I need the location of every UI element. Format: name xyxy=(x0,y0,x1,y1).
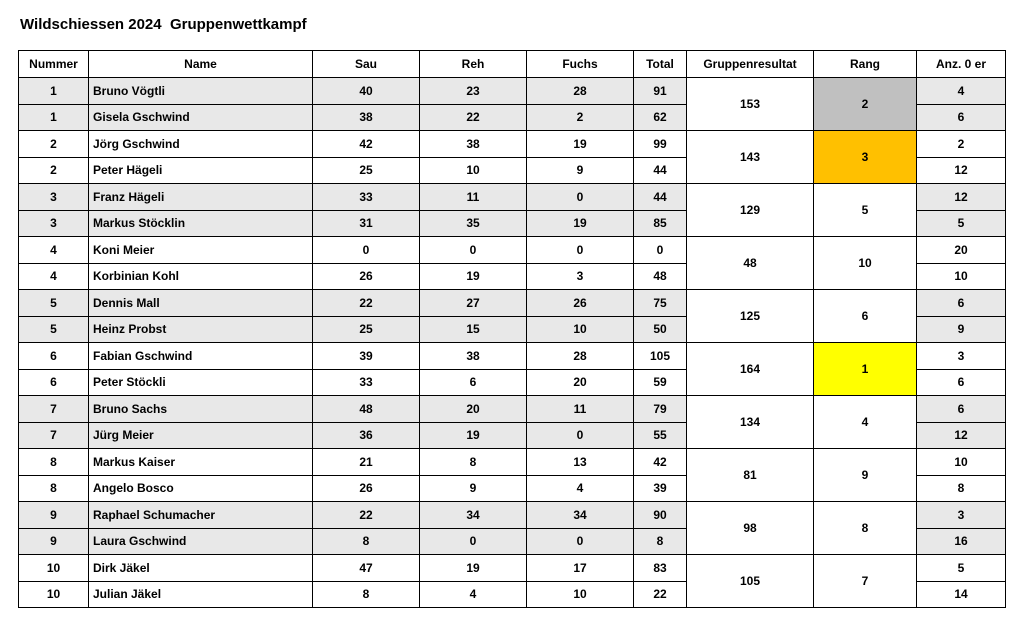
cell-anz0er: 12 xyxy=(917,157,1006,184)
cell-fuchs: 0 xyxy=(527,237,634,264)
cell-anz0er: 6 xyxy=(917,369,1006,396)
cell-reh: 38 xyxy=(420,131,527,158)
table-row xyxy=(19,131,1006,158)
cell-rang: 3 xyxy=(814,131,917,184)
cell-sau: 26 xyxy=(313,263,420,290)
cell-fuchs: 10 xyxy=(527,316,634,343)
cell-rang: 9 xyxy=(814,449,917,502)
cell-sau: 22 xyxy=(313,502,420,529)
cell-total: 44 xyxy=(634,157,687,184)
cell-anz0er: 12 xyxy=(917,184,1006,211)
cell-anz0er: 12 xyxy=(917,422,1006,449)
cell-name: Heinz Probst xyxy=(89,316,313,343)
cell-fuchs: 20 xyxy=(527,369,634,396)
cell-anz0er: 3 xyxy=(917,502,1006,529)
table-row xyxy=(19,449,1006,476)
cell-name: Raphael Schumacher xyxy=(89,502,313,529)
cell-fuchs: 3 xyxy=(527,263,634,290)
header-nummer: Nummer xyxy=(19,51,89,78)
cell-total: 85 xyxy=(634,210,687,237)
cell-name: Jörg Gschwind xyxy=(89,131,313,158)
cell-total: 0 xyxy=(634,237,687,264)
cell-gruppenresultat: 125 xyxy=(687,290,814,343)
cell-name: Bruno Vögtli xyxy=(89,78,313,105)
results-body xyxy=(19,78,1006,608)
cell-gruppenresultat: 153 xyxy=(687,78,814,131)
cell-anz0er: 3 xyxy=(917,343,1006,370)
cell-anz0er: 6 xyxy=(917,104,1006,131)
cell-reh: 9 xyxy=(420,475,527,502)
cell-nummer: 10 xyxy=(19,581,89,608)
cell-nummer: 2 xyxy=(19,157,89,184)
cell-sau: 33 xyxy=(313,184,420,211)
cell-sau: 42 xyxy=(313,131,420,158)
cell-sau: 25 xyxy=(313,157,420,184)
cell-nummer: 8 xyxy=(19,449,89,476)
cell-total: 83 xyxy=(634,555,687,582)
results-table xyxy=(18,50,1006,608)
cell-gruppenresultat: 98 xyxy=(687,502,814,555)
cell-nummer: 2 xyxy=(19,131,89,158)
cell-fuchs: 28 xyxy=(527,78,634,105)
cell-fuchs: 19 xyxy=(527,210,634,237)
table-row xyxy=(19,237,1006,264)
cell-rang: 1 xyxy=(814,343,917,396)
cell-reh: 0 xyxy=(420,237,527,264)
cell-fuchs: 0 xyxy=(527,184,634,211)
cell-name: Bruno Sachs xyxy=(89,396,313,423)
cell-reh: 10 xyxy=(420,157,527,184)
cell-sau: 0 xyxy=(313,237,420,264)
cell-fuchs: 4 xyxy=(527,475,634,502)
cell-nummer: 9 xyxy=(19,528,89,555)
cell-sau: 21 xyxy=(313,449,420,476)
header-reh: Reh xyxy=(420,51,527,78)
cell-sau: 36 xyxy=(313,422,420,449)
cell-fuchs: 0 xyxy=(527,422,634,449)
cell-sau: 26 xyxy=(313,475,420,502)
cell-sau: 38 xyxy=(313,104,420,131)
cell-anz0er: 9 xyxy=(917,316,1006,343)
cell-nummer: 7 xyxy=(19,422,89,449)
cell-gruppenresultat: 164 xyxy=(687,343,814,396)
cell-reh: 22 xyxy=(420,104,527,131)
cell-reh: 4 xyxy=(420,581,527,608)
cell-sau: 8 xyxy=(313,581,420,608)
cell-reh: 11 xyxy=(420,184,527,211)
cell-rang: 7 xyxy=(814,555,917,608)
cell-anz0er: 5 xyxy=(917,210,1006,237)
cell-rang: 6 xyxy=(814,290,917,343)
cell-sau: 48 xyxy=(313,396,420,423)
cell-rang: 4 xyxy=(814,396,917,449)
cell-anz0er: 6 xyxy=(917,396,1006,423)
cell-nummer: 1 xyxy=(19,78,89,105)
cell-total: 8 xyxy=(634,528,687,555)
cell-nummer: 1 xyxy=(19,104,89,131)
cell-reh: 6 xyxy=(420,369,527,396)
cell-rang: 2 xyxy=(814,78,917,131)
cell-reh: 19 xyxy=(420,422,527,449)
cell-nummer: 6 xyxy=(19,369,89,396)
header-total: Total xyxy=(634,51,687,78)
cell-gruppenresultat: 134 xyxy=(687,396,814,449)
cell-sau: 25 xyxy=(313,316,420,343)
table-row xyxy=(19,78,1006,105)
cell-reh: 35 xyxy=(420,210,527,237)
table-row xyxy=(19,396,1006,423)
cell-name: Korbinian Kohl xyxy=(89,263,313,290)
cell-gruppenresultat: 105 xyxy=(687,555,814,608)
cell-name: Franz Hägeli xyxy=(89,184,313,211)
cell-fuchs: 2 xyxy=(527,104,634,131)
cell-gruppenresultat: 129 xyxy=(687,184,814,237)
cell-anz0er: 10 xyxy=(917,263,1006,290)
cell-total: 50 xyxy=(634,316,687,343)
table-row xyxy=(19,184,1006,211)
cell-sau: 47 xyxy=(313,555,420,582)
document-title: Wildschiessen 2024 Gruppenwettkampf xyxy=(20,16,307,33)
cell-total: 59 xyxy=(634,369,687,396)
cell-name: Laura Gschwind xyxy=(89,528,313,555)
cell-anz0er: 10 xyxy=(917,449,1006,476)
cell-gruppenresultat: 143 xyxy=(687,131,814,184)
cell-total: 39 xyxy=(634,475,687,502)
cell-name: Gisela Gschwind xyxy=(89,104,313,131)
cell-name: Jürg Meier xyxy=(89,422,313,449)
cell-reh: 23 xyxy=(420,78,527,105)
cell-fuchs: 26 xyxy=(527,290,634,317)
cell-name: Peter Hägeli xyxy=(89,157,313,184)
header-gruppenresultat: Gruppenresultat xyxy=(687,51,814,78)
cell-anz0er: 20 xyxy=(917,237,1006,264)
cell-total: 105 xyxy=(634,343,687,370)
table-row xyxy=(19,555,1006,582)
cell-total: 75 xyxy=(634,290,687,317)
cell-fuchs: 9 xyxy=(527,157,634,184)
cell-reh: 19 xyxy=(420,263,527,290)
header-fuchs: Fuchs xyxy=(527,51,634,78)
cell-reh: 19 xyxy=(420,555,527,582)
cell-nummer: 6 xyxy=(19,343,89,370)
cell-anz0er: 16 xyxy=(917,528,1006,555)
cell-gruppenresultat: 81 xyxy=(687,449,814,502)
header-sau: Sau xyxy=(313,51,420,78)
cell-nummer: 9 xyxy=(19,502,89,529)
cell-anz0er: 14 xyxy=(917,581,1006,608)
cell-nummer: 8 xyxy=(19,475,89,502)
cell-total: 22 xyxy=(634,581,687,608)
header-row xyxy=(19,51,1006,78)
cell-sau: 31 xyxy=(313,210,420,237)
cell-fuchs: 19 xyxy=(527,131,634,158)
cell-nummer: 4 xyxy=(19,237,89,264)
cell-nummer: 5 xyxy=(19,316,89,343)
cell-total: 99 xyxy=(634,131,687,158)
cell-name: Fabian Gschwind xyxy=(89,343,313,370)
cell-anz0er: 2 xyxy=(917,131,1006,158)
cell-nummer: 3 xyxy=(19,184,89,211)
cell-reh: 38 xyxy=(420,343,527,370)
cell-fuchs: 11 xyxy=(527,396,634,423)
cell-reh: 0 xyxy=(420,528,527,555)
cell-sau: 8 xyxy=(313,528,420,555)
cell-nummer: 3 xyxy=(19,210,89,237)
cell-anz0er: 5 xyxy=(917,555,1006,582)
cell-reh: 8 xyxy=(420,449,527,476)
cell-name: Angelo Bosco xyxy=(89,475,313,502)
cell-reh: 20 xyxy=(420,396,527,423)
cell-sau: 39 xyxy=(313,343,420,370)
header-name: Name xyxy=(89,51,313,78)
cell-sau: 40 xyxy=(313,78,420,105)
cell-name: Koni Meier xyxy=(89,237,313,264)
cell-fuchs: 10 xyxy=(527,581,634,608)
cell-rang: 10 xyxy=(814,237,917,290)
cell-total: 91 xyxy=(634,78,687,105)
table-row xyxy=(19,290,1006,317)
cell-sau: 22 xyxy=(313,290,420,317)
cell-total: 79 xyxy=(634,396,687,423)
cell-fuchs: 34 xyxy=(527,502,634,529)
cell-total: 90 xyxy=(634,502,687,529)
cell-total: 62 xyxy=(634,104,687,131)
cell-anz0er: 4 xyxy=(917,78,1006,105)
cell-fuchs: 28 xyxy=(527,343,634,370)
cell-total: 42 xyxy=(634,449,687,476)
cell-name: Julian Jäkel xyxy=(89,581,313,608)
cell-total: 48 xyxy=(634,263,687,290)
cell-name: Dirk Jäkel xyxy=(89,555,313,582)
cell-sau: 33 xyxy=(313,369,420,396)
cell-reh: 34 xyxy=(420,502,527,529)
cell-rang: 8 xyxy=(814,502,917,555)
cell-name: Markus Kaiser xyxy=(89,449,313,476)
cell-fuchs: 13 xyxy=(527,449,634,476)
cell-name: Peter Stöckli xyxy=(89,369,313,396)
cell-total: 55 xyxy=(634,422,687,449)
cell-name: Markus Stöcklin xyxy=(89,210,313,237)
cell-fuchs: 17 xyxy=(527,555,634,582)
table-row xyxy=(19,343,1006,370)
cell-anz0er: 6 xyxy=(917,290,1006,317)
cell-name: Dennis Mall xyxy=(89,290,313,317)
cell-gruppenresultat: 48 xyxy=(687,237,814,290)
cell-nummer: 10 xyxy=(19,555,89,582)
cell-nummer: 4 xyxy=(19,263,89,290)
cell-total: 44 xyxy=(634,184,687,211)
header-rang: Rang xyxy=(814,51,917,78)
cell-nummer: 7 xyxy=(19,396,89,423)
cell-rang: 5 xyxy=(814,184,917,237)
cell-nummer: 5 xyxy=(19,290,89,317)
table-row xyxy=(19,502,1006,529)
cell-anz0er: 8 xyxy=(917,475,1006,502)
cell-reh: 27 xyxy=(420,290,527,317)
cell-fuchs: 0 xyxy=(527,528,634,555)
header-anz0er: Anz. 0 er xyxy=(917,51,1006,78)
cell-reh: 15 xyxy=(420,316,527,343)
